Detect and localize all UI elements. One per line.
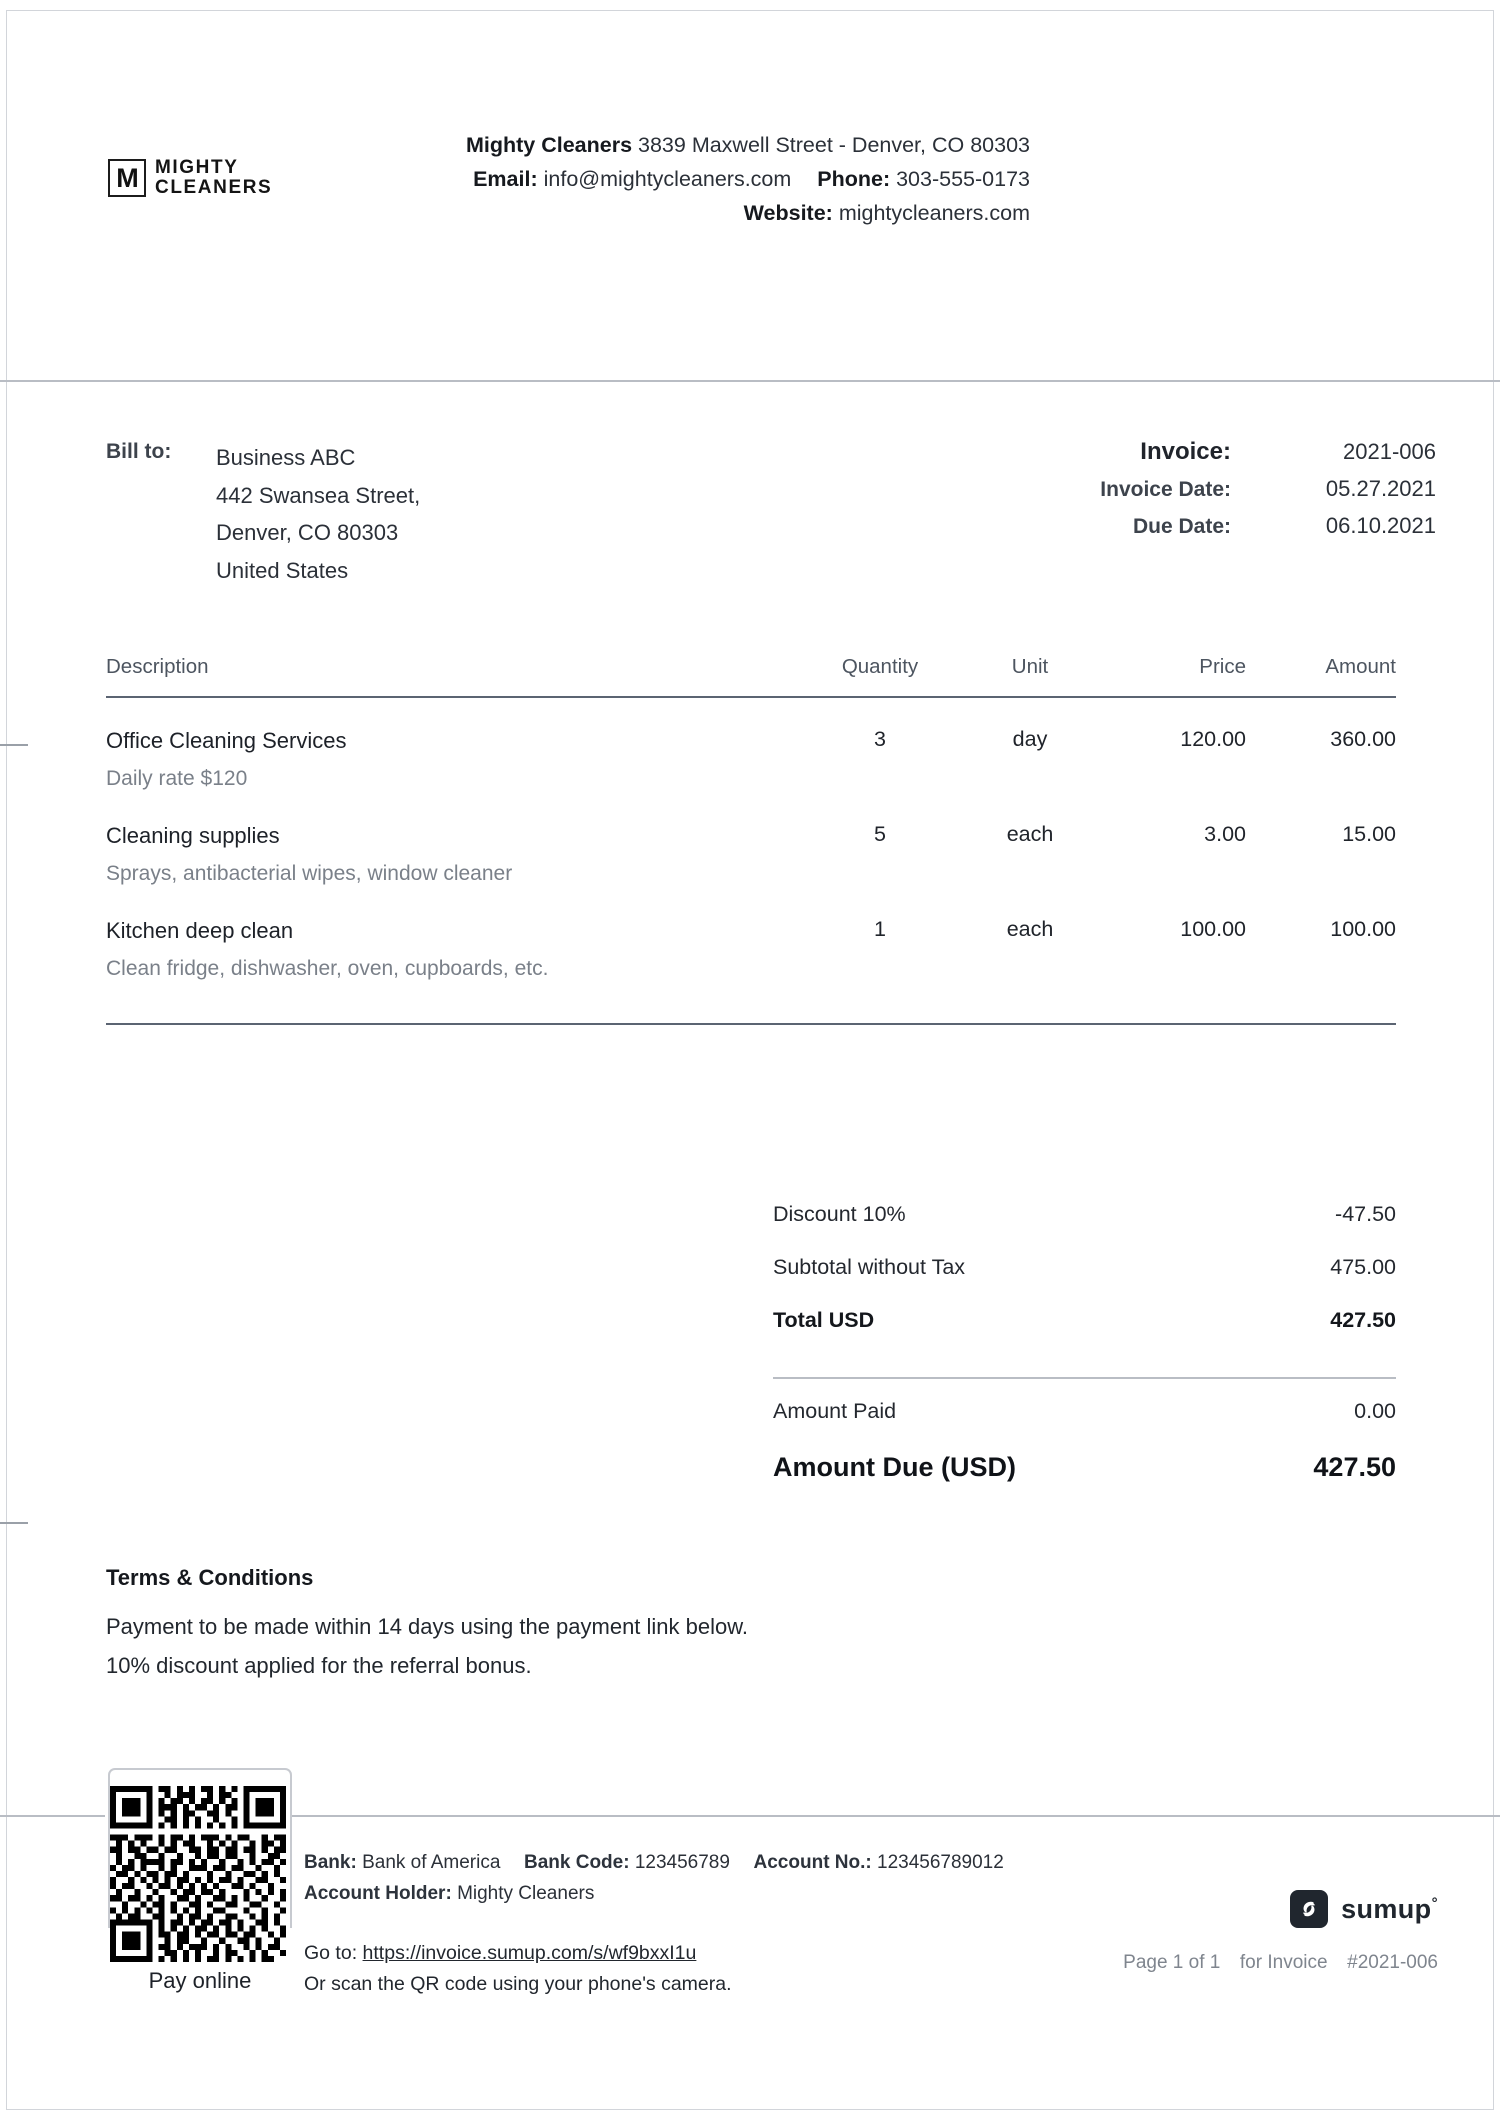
bank-value: Bank of America bbox=[362, 1852, 501, 1873]
table-bottom-divider bbox=[106, 1023, 1396, 1025]
page-border-bottom bbox=[6, 2109, 1494, 2110]
due-date-row bbox=[876, 513, 1436, 551]
due-date-value: 06.10.2021 bbox=[1325, 513, 1436, 538]
line-item-unit: day bbox=[1012, 727, 1048, 751]
invoice-number-row bbox=[876, 438, 1436, 476]
invoice-meta bbox=[876, 438, 1436, 551]
logo-word-line-2: CLEANERS bbox=[155, 177, 273, 199]
table-header-row bbox=[106, 655, 1396, 698]
line-item-unit: each bbox=[1006, 822, 1054, 846]
bill-to-line-3: Denver, CO 80303 bbox=[216, 520, 399, 545]
company-email: info@mightycleaners.com bbox=[543, 167, 792, 191]
amount-paid-value: 0.00 bbox=[1354, 1399, 1396, 1423]
company-email-phone-line bbox=[130, 162, 1030, 199]
line-item-amount: 15.00 bbox=[1342, 822, 1396, 846]
bank-label: Bank: bbox=[304, 1852, 357, 1873]
company-website-line bbox=[130, 196, 1030, 230]
account-holder-label: Account Holder: bbox=[304, 1883, 452, 1904]
amount-due-label: Amount Due (USD) bbox=[773, 1452, 1016, 1482]
line-item-title: Kitchen deep clean bbox=[106, 918, 294, 943]
payment-link-line bbox=[304, 1938, 732, 1969]
bank-code-value: 123456789 bbox=[634, 1852, 730, 1873]
account-holder-value: Mighty Cleaners bbox=[457, 1883, 595, 1904]
page-number: Page 1 of 1 bbox=[1123, 1952, 1221, 1973]
company-phone: 303-555-0173 bbox=[896, 167, 1030, 191]
invoice-date-value: 05.27.2021 bbox=[1325, 475, 1436, 501]
sumup-wordmark bbox=[1341, 1893, 1438, 1924]
bill-to-line-1: Business ABC bbox=[216, 445, 356, 470]
website-label: Website: bbox=[743, 201, 833, 225]
line-item-quantity: 3 bbox=[874, 727, 886, 751]
subtotal-value: 475.00 bbox=[1330, 1255, 1396, 1279]
due-date-label: Due Date: bbox=[1132, 515, 1231, 538]
terms-line-1: Payment to be made within 14 days using the payment link below. bbox=[106, 1614, 749, 1639]
page-border-right bbox=[1493, 10, 1494, 2110]
sumup-word-sup: ° bbox=[1431, 1894, 1438, 1912]
column-header-price: Price bbox=[1199, 655, 1246, 678]
invoice-date-label: Invoice Date: bbox=[1100, 477, 1231, 501]
line-item-unit: each bbox=[1006, 917, 1054, 941]
goto-label: Go to: bbox=[304, 1942, 358, 1964]
column-header-quantity: Quantity bbox=[841, 655, 919, 678]
line-item-price: 100.00 bbox=[1180, 917, 1246, 941]
table-row bbox=[106, 698, 1396, 793]
footer-divider-left bbox=[0, 1815, 105, 1817]
qr-caption: Pay online bbox=[148, 1968, 252, 1993]
amount-paid-label: Amount Paid bbox=[773, 1399, 897, 1423]
for-invoice-label: for Invoice bbox=[1239, 1952, 1328, 1973]
company-website: mightycleaners.com bbox=[838, 201, 1030, 225]
amount-due-row bbox=[773, 1452, 1396, 1508]
totals-divider bbox=[773, 1377, 1396, 1379]
page-footer-text bbox=[1123, 1952, 1438, 1974]
bill-to-label: Bill to: bbox=[106, 440, 172, 463]
line-item-price: 3.00 bbox=[1204, 822, 1246, 846]
phone-label: Phone: bbox=[817, 167, 891, 191]
company-address-line bbox=[130, 128, 1030, 162]
line-item-subtitle: Clean fridge, dishwasher, oven, cupboards, etc. bbox=[106, 957, 549, 980]
line-item-subtitle: Daily rate $120 bbox=[106, 767, 248, 790]
line-item-amount: 360.00 bbox=[1330, 727, 1396, 751]
qr-code-icon[interactable] bbox=[110, 1786, 286, 1962]
email-label: Email: bbox=[473, 167, 538, 191]
invoice-number: 2021-006 bbox=[1343, 439, 1436, 464]
crop-tick-left-upper bbox=[0, 744, 28, 746]
line-item-quantity: 5 bbox=[874, 822, 886, 846]
total-row bbox=[773, 1308, 1396, 1361]
invoice-label: Invoice: bbox=[1140, 438, 1231, 465]
discount-row bbox=[773, 1202, 1396, 1255]
bill-to-address bbox=[216, 439, 420, 589]
account-no-value: 123456789012 bbox=[877, 1852, 1004, 1873]
table-row bbox=[106, 793, 1396, 888]
terms-title: Terms & Conditions bbox=[106, 1565, 314, 1590]
line-item-price: 120.00 bbox=[1180, 727, 1246, 751]
line-item-subtitle: Sprays, antibacterial wipes, window cleaner bbox=[106, 862, 513, 885]
discount-label: Discount 10% bbox=[773, 1202, 906, 1226]
sumup-mark-icon bbox=[1290, 1890, 1328, 1928]
company-name: Mighty Cleaners bbox=[465, 133, 633, 157]
logo-mark-icon: M bbox=[108, 159, 146, 197]
line-item-amount: 100.00 bbox=[1330, 917, 1396, 941]
total-label: Total USD bbox=[773, 1308, 875, 1332]
page-border-left bbox=[6, 10, 7, 2110]
footer-invoice-ref: #2021-006 bbox=[1347, 1952, 1438, 1973]
company-address: 3839 Maxwell Street - Denver, CO 80303 bbox=[638, 133, 1030, 157]
invoice-date-row bbox=[876, 476, 1436, 514]
company-contact-lines bbox=[130, 128, 1030, 230]
line-items-table bbox=[106, 655, 1396, 1025]
scan-instruction: Or scan the QR code using your phone's camera. bbox=[304, 1973, 732, 1995]
bank-details-line-1 bbox=[304, 1847, 1004, 1878]
account-no-label: Account No.: bbox=[753, 1852, 872, 1873]
payment-link[interactable]: https://invoice.sumup.com/s/wf9bxxI1u bbox=[362, 1942, 697, 1964]
payment-link-block bbox=[304, 1938, 732, 2000]
sumup-word-text: sumup bbox=[1341, 1893, 1432, 1924]
crop-tick-left-lower bbox=[0, 1522, 28, 1524]
subtotal-label: Subtotal without Tax bbox=[773, 1255, 966, 1279]
line-item-title: Cleaning supplies bbox=[106, 823, 280, 848]
logo-word-line-1: MIGHTY bbox=[155, 157, 239, 178]
terms-line-2: 10% discount applied for the referral bonus. bbox=[106, 1653, 532, 1678]
line-item-quantity: 1 bbox=[874, 917, 886, 941]
totals-block bbox=[773, 1202, 1396, 1508]
bank-details-line-2 bbox=[304, 1878, 1004, 1909]
amount-paid-row bbox=[773, 1399, 1396, 1452]
header-divider bbox=[0, 380, 1500, 382]
table-row bbox=[106, 888, 1396, 983]
discount-value: -47.50 bbox=[1335, 1202, 1396, 1226]
sumup-logo bbox=[1290, 1890, 1438, 1928]
column-header-unit: Unit bbox=[1011, 655, 1049, 678]
total-value: 427.50 bbox=[1330, 1308, 1396, 1332]
bank-details bbox=[304, 1847, 1004, 1909]
terms-and-conditions bbox=[106, 1565, 748, 1685]
line-item-title: Office Cleaning Services bbox=[106, 728, 347, 753]
column-header-description: Description bbox=[106, 655, 209, 678]
bill-to-line-4: United States bbox=[216, 557, 349, 583]
subtotal-row bbox=[773, 1255, 1396, 1308]
bill-to-line-2: 442 Swansea Street, bbox=[216, 482, 421, 508]
column-header-amount: Amount bbox=[1325, 655, 1396, 678]
page-border-top bbox=[6, 10, 1494, 11]
amount-due-value: 427.50 bbox=[1313, 1452, 1396, 1482]
bank-code-label: Bank Code: bbox=[523, 1852, 630, 1873]
footer-divider-right bbox=[292, 1815, 1500, 1817]
